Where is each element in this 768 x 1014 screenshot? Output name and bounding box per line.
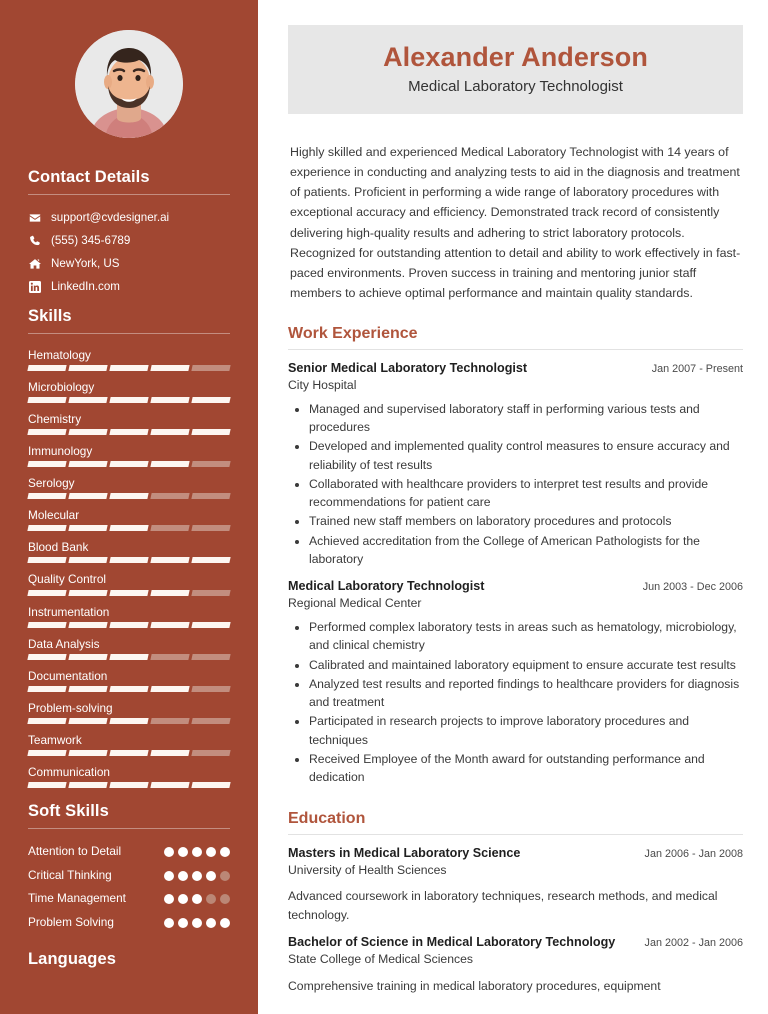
work-bullet: • Managed and supervised laboratory staff in performing various tests and procedures: [309, 400, 743, 438]
skill-segment: [27, 397, 66, 403]
skill-rating-bar: [27, 654, 230, 660]
skill-segment: [109, 429, 148, 435]
skill-item: [28, 634, 230, 666]
skills-list: [28, 345, 230, 794]
work-experience-divider: [288, 349, 743, 350]
contact-item-email[interactable]: [28, 206, 230, 229]
skill-segment: [150, 525, 189, 531]
skill-label: Hematology: [28, 347, 91, 362]
soft-skill-dot: [206, 871, 216, 881]
soft-skill-dot: [164, 871, 174, 881]
soft-skills-heading: Soft Skills: [28, 802, 109, 821]
skill-item: [28, 473, 230, 505]
work-bullet: • Achieved accreditation from the College of American Pathologists for the laboratory: [309, 532, 743, 570]
contact-linkedin-value: LinkedIn.com: [51, 280, 120, 294]
work-bullet: • Trained new staff members on laboratory procedures and protocols: [309, 512, 743, 531]
skill-segment: [27, 782, 66, 788]
skill-label: Microbiology: [28, 379, 95, 394]
skill-segment: [109, 782, 148, 788]
soft-skill-dot: [220, 871, 230, 881]
soft-skill-dot: [164, 918, 174, 928]
skill-segment: [191, 493, 230, 499]
skill-rating-bar: [27, 782, 230, 788]
work-bullet: • Collaborated with healthcare providers to interpret test results and provide recommendations for patient care: [309, 475, 743, 513]
education-entry-title: Masters in Medical Laboratory Science: [288, 845, 521, 860]
soft-skill-item: [28, 864, 230, 888]
soft-skill-rating: [164, 891, 230, 904]
skill-segment: [27, 525, 66, 531]
skill-segment: [68, 718, 107, 724]
education-entry-header: [288, 845, 743, 862]
soft-skill-dot: [192, 894, 202, 904]
soft-skill-dot: [220, 894, 230, 904]
work-bullet: • Developed and implemented quality control measures to ensure accuracy and reliability of test results: [309, 437, 743, 475]
skill-rating-bar: [27, 750, 230, 756]
skill-segment: [109, 654, 148, 660]
skill-item: [28, 409, 230, 441]
skill-segment: [27, 750, 66, 756]
skills-heading: Skills: [28, 306, 72, 325]
skill-segment: [109, 557, 148, 563]
skill-rating-bar: [27, 590, 230, 596]
skill-segment: [68, 557, 107, 563]
skill-label: Molecular: [28, 508, 80, 523]
soft-skill-dot: [178, 894, 188, 904]
skill-segment: [109, 365, 148, 371]
name-header-box: [288, 25, 743, 114]
education-entry-title: Bachelor of Science in Medical Laboratory Technology: [288, 935, 616, 950]
work-entry-header: [288, 578, 743, 595]
contact-item-phone[interactable]: [28, 229, 230, 252]
soft-skill-dot: [220, 847, 230, 857]
soft-skills-divider: [28, 828, 230, 829]
profile-photo-illustration: [75, 30, 183, 138]
contact-details-heading: Contact Details: [28, 168, 150, 186]
soft-skill-dot: [220, 918, 230, 928]
skill-item: [28, 505, 230, 537]
skill-rating-bar: [27, 686, 230, 692]
work-entry-date: Jun 2003 - Dec 2006: [642, 581, 743, 594]
skill-segment: [191, 782, 230, 788]
soft-skill-dot: [192, 847, 202, 857]
soft-skill-dot: [178, 847, 188, 857]
skill-label: Communication: [28, 764, 110, 779]
soft-skill-dot: [192, 871, 202, 881]
skill-segment: [191, 461, 230, 467]
skill-segment: [191, 525, 230, 531]
soft-skill-dot: [206, 918, 216, 928]
skill-segment: [150, 429, 189, 435]
skill-item: [28, 762, 230, 794]
soft-skill-label: Attention to Detail: [28, 844, 122, 859]
skill-segment: [27, 493, 66, 499]
education-entry-header: [288, 934, 743, 951]
contact-list: [28, 206, 230, 299]
skill-segment: [109, 622, 148, 628]
skill-segment: [27, 429, 66, 435]
work-bullet: • Calibrated and maintained laboratory equipment to ensure accurate test results: [309, 656, 743, 675]
education-entry: [288, 845, 743, 926]
skill-segment: [27, 557, 66, 563]
skill-item: [28, 377, 230, 409]
skill-segment: [109, 750, 148, 756]
soft-skill-dot: [164, 894, 174, 904]
professional-summary: Highly skilled and experienced Medical Laboratory Technologist with 14 years of experience in conducting and analyzing tests to aid in the diagnosis and treatment of patients. Proficient in performing a wide range of laboratory procedures with exceptional accuracy and efficiency. Demonstrated track record of consistently delivering high-quality results and adhering to strict laboratory protocols. Recognized for outstanding attention to detail and ability to work effectively in fast-paced environments. Proven success in training and mentoring junior staff members to achieve optimal performance and maintain quality standards.: [290, 145, 741, 300]
soft-skill-item: [28, 840, 230, 864]
skill-label: Problem-solving: [28, 700, 113, 715]
skill-segment: [27, 622, 66, 628]
skill-label: Data Analysis: [28, 636, 100, 651]
skill-segment: [27, 590, 66, 596]
education-heading: Education: [288, 809, 366, 827]
skill-segment: [150, 750, 189, 756]
skill-rating-bar: [27, 461, 230, 467]
skill-segment: [68, 590, 107, 596]
home-icon: [28, 257, 42, 271]
skill-segment: [191, 718, 230, 724]
work-bullet: • Analyzed test results and reported findings to healthcare providers for diagnosis and treatment: [309, 675, 743, 713]
skill-label: Serology: [28, 476, 75, 491]
soft-skill-rating: [164, 868, 230, 881]
contact-divider: [28, 194, 230, 195]
soft-skill-dot: [164, 847, 174, 857]
skill-segment: [68, 750, 107, 756]
soft-skill-label: Time Management: [28, 891, 126, 906]
skill-segment: [150, 557, 189, 563]
contact-item-linkedin[interactable]: [28, 276, 230, 299]
skill-item: [28, 698, 230, 730]
soft-skill-dot: [178, 871, 188, 881]
skill-item: [28, 441, 230, 473]
skill-rating-bar: [27, 429, 230, 435]
work-entry-bullets: [288, 618, 743, 788]
skill-segment: [150, 365, 189, 371]
skill-segment: [68, 782, 107, 788]
soft-skill-dot: [206, 894, 216, 904]
skill-item: [28, 730, 230, 762]
avatar: [75, 30, 183, 138]
soft-skill-dot: [178, 918, 188, 928]
skill-rating-bar: [27, 622, 230, 628]
skill-rating-bar: [27, 493, 230, 499]
skill-label: Blood Bank: [28, 540, 89, 555]
languages-heading: Languages: [28, 950, 117, 969]
skill-segment: [27, 718, 66, 724]
skill-segment: [150, 397, 189, 403]
phone-icon: [28, 234, 42, 248]
skill-segment: [191, 429, 230, 435]
soft-skills-list: [28, 840, 230, 934]
soft-skill-rating: [164, 844, 230, 857]
work-entry-title: Senior Medical Laboratory Technologist: [288, 360, 528, 375]
soft-skill-dot: [206, 847, 216, 857]
skill-segment: [150, 686, 189, 692]
envelope-icon: [28, 211, 42, 225]
work-experience-list: [288, 360, 743, 788]
skill-label: Teamwork: [28, 732, 82, 747]
soft-skill-label: Problem Solving: [28, 914, 114, 929]
skill-item: [28, 666, 230, 698]
skill-rating-bar: [27, 525, 230, 531]
skill-rating-bar: [27, 557, 230, 563]
skill-segment: [191, 397, 230, 403]
skill-label: Quality Control: [28, 572, 107, 587]
contact-email-value: support@cvdesigner.ai: [51, 210, 170, 224]
skill-segment: [191, 557, 230, 563]
education-entry-description: Comprehensive training in medical laboratory procedures, equipment: [288, 978, 661, 993]
skill-segment: [109, 493, 148, 499]
work-entry-title: Medical Laboratory Technologist: [288, 579, 485, 594]
skill-item: [28, 569, 230, 601]
skill-segment: [68, 686, 107, 692]
work-bullet: • Received Employee of the Month award for outstanding performance and dedication: [309, 750, 743, 788]
education-entry: [288, 934, 743, 996]
work-entry-bullets: [288, 400, 743, 570]
skills-divider: [28, 333, 230, 334]
skill-item: [28, 602, 230, 634]
job-title: Medical Laboratory Technologist: [408, 77, 623, 95]
skill-segment: [68, 365, 107, 371]
work-entry-header: [288, 360, 743, 377]
skill-segment: [150, 590, 189, 596]
education-entry-organization: State College of Medical Sciences: [288, 952, 473, 967]
skill-segment: [150, 461, 189, 467]
work-entry-organization: City Hospital: [288, 377, 357, 392]
linkedin-icon: [28, 280, 42, 294]
skill-segment: [27, 365, 66, 371]
education-divider: [288, 834, 743, 835]
skill-segment: [191, 686, 230, 692]
work-entry: [288, 360, 743, 569]
education-entry-date: Jan 2002 - Jan 2006: [644, 937, 743, 950]
skill-segment: [68, 461, 107, 467]
skill-label: Instrumentation: [28, 604, 110, 619]
skill-segment: [68, 622, 107, 628]
skill-segment: [191, 654, 230, 660]
skill-segment: [191, 622, 230, 628]
skill-segment: [150, 718, 189, 724]
soft-skill-item: [28, 887, 230, 911]
skill-segment: [68, 397, 107, 403]
education-entry-description: Advanced coursework in laboratory techniques, research methods, and medical technology.: [288, 889, 718, 923]
skill-segment: [109, 590, 148, 596]
skill-segment: [191, 590, 230, 596]
skill-segment: [68, 525, 107, 531]
sidebar: [0, 0, 258, 1014]
skill-segment: [109, 686, 148, 692]
skill-segment: [150, 493, 189, 499]
soft-skill-label: Critical Thinking: [28, 867, 112, 882]
avatar-container: [28, 0, 230, 160]
skill-segment: [27, 654, 66, 660]
work-entry-date: Jan 2007 - Present: [651, 362, 743, 375]
work-bullet: • Participated in research projects to improve laboratory procedures and techniques: [309, 712, 743, 750]
education-entry-organization: University of Health Sciences: [288, 862, 447, 877]
skill-label: Immunology: [28, 444, 93, 459]
skill-segment: [68, 493, 107, 499]
page-title: Alexander Anderson: [383, 42, 648, 72]
education-list: [288, 845, 743, 996]
skill-segment: [68, 429, 107, 435]
skill-segment: [109, 718, 148, 724]
skill-rating-bar: [27, 718, 230, 724]
education-entry-date: Jan 2006 - Jan 2008: [644, 847, 743, 860]
skill-segment: [68, 654, 107, 660]
skill-segment: [109, 525, 148, 531]
skill-segment: [150, 654, 189, 660]
soft-skill-item: [28, 911, 230, 935]
skill-segment: [150, 622, 189, 628]
skill-item: [28, 537, 230, 569]
skill-segment: [191, 750, 230, 756]
work-entry-organization: Regional Medical Center: [288, 596, 422, 611]
contact-item-location[interactable]: [28, 252, 230, 275]
skill-segment: [109, 397, 148, 403]
skill-segment: [27, 461, 66, 467]
work-bullet: • Performed complex laboratory tests in areas such as hematology, microbiology, and clinical chemistry: [309, 618, 743, 656]
work-experience-heading: Work Experience: [288, 324, 418, 342]
skill-rating-bar: [27, 365, 230, 371]
skill-item: [28, 345, 230, 377]
skill-label: Chemistry: [28, 411, 82, 426]
contact-phone-value: (555) 345-6789: [51, 233, 131, 247]
skill-rating-bar: [27, 397, 230, 403]
skill-segment: [27, 686, 66, 692]
skill-segment: [150, 782, 189, 788]
main-content: [258, 0, 768, 1014]
soft-skill-dot: [192, 918, 202, 928]
skill-label: Documentation: [28, 668, 108, 683]
soft-skill-rating: [164, 915, 230, 928]
skill-segment: [109, 461, 148, 467]
contact-location-value: NewYork, US: [51, 257, 120, 271]
work-entry: [288, 578, 743, 787]
skill-segment: [191, 365, 230, 371]
